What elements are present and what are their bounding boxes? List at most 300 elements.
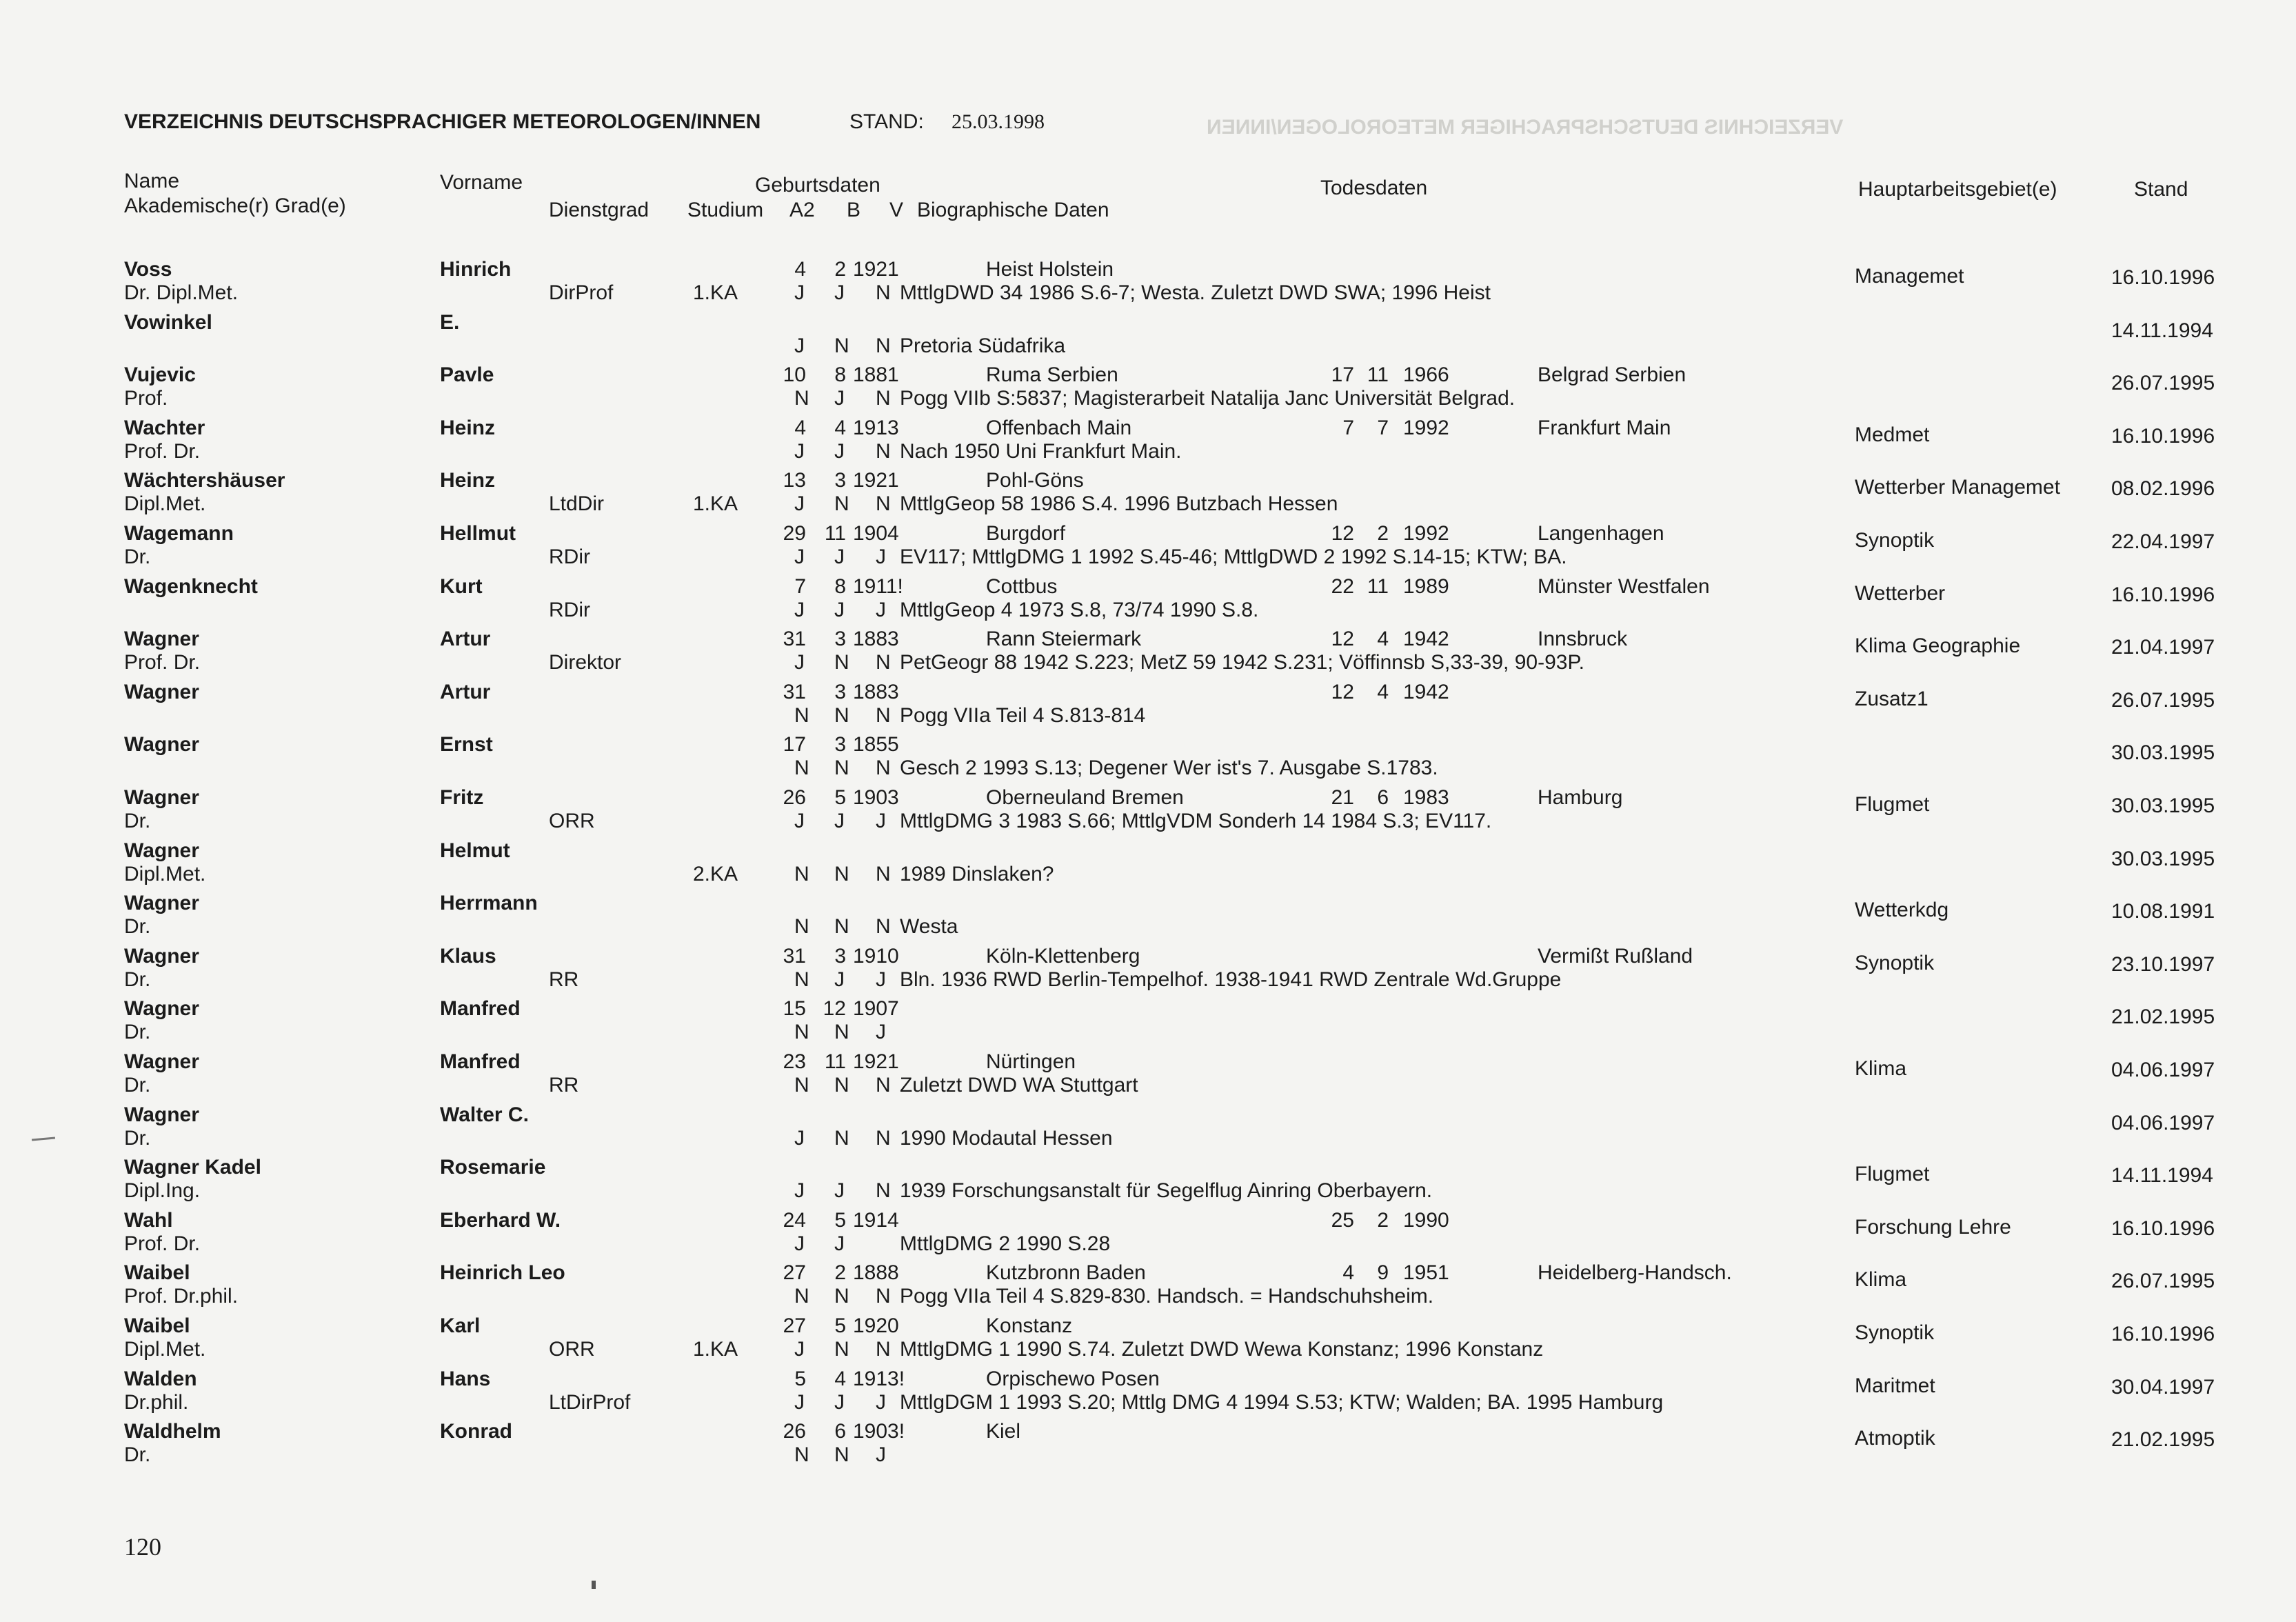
cell-bday: 13 (783, 469, 806, 492)
cell-dday: 17 (1331, 363, 1354, 387)
cell-bplace: Ruma Serbien (986, 363, 1118, 387)
cell-b: J (834, 1390, 845, 1414)
stand-label: STAND: (849, 110, 924, 133)
cell-dyr: 1990 (1403, 1208, 1449, 1232)
cell-b: J (834, 281, 845, 304)
cell-stand: 14.11.1994 (2111, 319, 2213, 342)
cell-dyr: 1951 (1403, 1261, 1449, 1285)
cell-dday: 12 (1331, 522, 1354, 545)
cell-stand: 26.07.1995 (2111, 1270, 2215, 1293)
cell-dday: 12 (1331, 628, 1354, 651)
cell-name: Walden (124, 1367, 197, 1390)
cell-dday: 22 (1331, 574, 1354, 598)
cell-name: Wächtershäuser (124, 469, 285, 492)
cell-a2: N (794, 1443, 809, 1467)
cell-dienst: RDir (549, 598, 590, 621)
cell-bmon: 5 (834, 1314, 846, 1337)
cell-bplace: Orpischewo Posen (986, 1367, 1160, 1390)
cell-bio: MttlgGeop 4 1973 S.8, 73/74 1990 S.8. (900, 598, 1259, 621)
cell-byr: 1907 (853, 997, 899, 1021)
cell-name: Wagner (124, 1103, 199, 1126)
cell-a2: N (794, 387, 809, 410)
cell-haupt: Wetterber Managemet (1855, 476, 2060, 499)
cell-dienst: RR (549, 1074, 579, 1097)
cell-vorname: Heinrich Leo (440, 1261, 565, 1285)
cell-grad: Dipl.Met. (124, 1338, 206, 1361)
cell-bplace: Rann Steiermark (986, 628, 1142, 651)
cell-byr: 1903 (853, 786, 899, 809)
cell-bmon: 2 (834, 1261, 846, 1285)
cell-v: N (876, 1074, 891, 1097)
cell-stand: 16.10.1996 (2111, 266, 2215, 289)
cell-dyr: 1942 (1403, 680, 1449, 703)
cell-bmon: 3 (834, 469, 846, 492)
table-row (0, 522, 2296, 574)
table-row (0, 363, 2296, 416)
cell-stand: 26.07.1995 (2111, 688, 2215, 712)
cell-bmon: 4 (834, 416, 846, 439)
cell-dyr: 1989 (1403, 574, 1449, 598)
cell-bio: EV117; MttlgDMG 1 1992 S.45-46; MttlgDWD 2 1992 S.14-15; KTW; BA. (900, 545, 1567, 568)
cell-vorname: Karl (440, 1314, 481, 1337)
header-todesdaten: Todesdaten (1320, 177, 1428, 199)
cell-a2: N (794, 1285, 809, 1308)
cell-bday: 4 (794, 416, 806, 439)
cell-byr: 1883 (853, 680, 899, 703)
table-row (0, 1368, 2296, 1420)
cell-vorname: Walter C. (440, 1103, 529, 1126)
header-haupt: Hauptarbeitsgebiet(e) (1858, 178, 2057, 201)
cell-byr: 1920 (853, 1314, 899, 1337)
cell-vorname: Pavle (440, 363, 494, 387)
cell-dmon: 11 (1367, 363, 1389, 387)
cell-a2: J (794, 281, 805, 304)
cell-vorname: Artur (440, 628, 491, 651)
cell-bmon: 11 (824, 522, 846, 545)
cell-bday: 4 (794, 258, 806, 281)
cell-v: J (876, 598, 886, 621)
cell-a2: J (794, 1126, 805, 1150)
cell-v: J (876, 810, 886, 832)
header-geburtsdaten: Geburtsdaten (755, 174, 880, 197)
cell-bplace: Heist Holstein (986, 258, 1114, 281)
table-row (0, 945, 2296, 997)
cell-haupt: Zusatz1 (1855, 687, 1929, 710)
cell-stand: 16.10.1996 (2111, 1216, 2215, 1240)
cell-haupt: Managemet (1855, 265, 1964, 288)
cell-haupt: Wetterkdg (1855, 899, 1949, 922)
cell-vorname: Hellmut (440, 522, 516, 545)
cell-bday: 23 (783, 1050, 806, 1073)
cell-vorname: Manfred (440, 1050, 521, 1073)
cell-a2: N (794, 968, 809, 991)
cell-grad: Dr. (124, 968, 151, 991)
cell-vorname: Ernst (440, 733, 493, 757)
cell-dplace: Frankfurt Main (1538, 416, 1671, 439)
cell-dplace: Langenhagen (1538, 522, 1664, 545)
cell-dplace: Innsbruck (1538, 628, 1628, 651)
cell-byr: 1855 (853, 733, 899, 757)
cell-stand: 16.10.1996 (2111, 424, 2215, 448)
cell-byr: 1904 (853, 522, 899, 545)
cell-name: Waibel (124, 1261, 190, 1285)
cell-vorname: Herrmann (440, 892, 538, 915)
cell-name: Wagner (124, 628, 199, 651)
cell-name: Wahl (124, 1208, 173, 1232)
cell-name: Wagemann (124, 522, 234, 545)
cell-haupt: Atmoptik (1855, 1427, 1935, 1450)
cell-bmon: 5 (834, 786, 846, 809)
cell-bio: Westa (900, 915, 958, 939)
cell-byr: 1911! (853, 574, 903, 598)
cell-dienst: LtDirProf (549, 1390, 631, 1414)
cell-dienst: DirProf (549, 281, 614, 304)
cell-haupt: Synoptik (1855, 529, 1935, 552)
table-row (0, 892, 2296, 944)
cell-stand: 04.06.1997 (2111, 1111, 2215, 1134)
cell-name: Vujevic (124, 363, 196, 387)
cell-stand: 21.02.1995 (2111, 1005, 2215, 1029)
cell-bmon: 3 (834, 944, 846, 968)
header-b: B (847, 199, 861, 221)
table-row (0, 1050, 2296, 1103)
cell-bplace: Kutzbronn Baden (986, 1261, 1146, 1285)
table-row (0, 786, 2296, 839)
cell-bmon: 12 (823, 997, 846, 1021)
cell-vorname: Kurt (440, 574, 483, 598)
cell-stud: 1.KA (693, 281, 738, 304)
cell-dplace: Münster Westfalen (1538, 574, 1710, 598)
cell-stud: 2.KA (693, 862, 738, 885)
cell-dmon: 6 (1377, 786, 1389, 809)
table-row (0, 1103, 2296, 1156)
cell-grad: Prof. Dr. (124, 651, 201, 674)
cell-bday: 31 (783, 628, 806, 651)
cell-a2: J (794, 492, 805, 516)
cell-vorname: Hans (440, 1367, 491, 1390)
cell-vorname: Hinrich (440, 258, 512, 281)
cell-grad: Dr. (124, 915, 151, 939)
cell-dmon: 2 (1377, 522, 1389, 545)
cell-v: N (876, 492, 891, 516)
cell-grad: Prof. Dr. (124, 1232, 201, 1255)
cell-stand: 26.07.1995 (2111, 372, 2215, 395)
cell-a2: J (794, 1338, 805, 1361)
cell-a2: J (794, 334, 805, 357)
cell-b: N (834, 862, 849, 885)
cell-v: N (876, 1338, 891, 1361)
header-dienstgrad: Dienstgrad (549, 199, 649, 221)
cell-bio: Pogg VIIb S:5837; Magisterarbeit Natalija Janc Universität Belgrad. (900, 387, 1515, 410)
cell-bday: 17 (783, 733, 806, 757)
cell-vorname: Heinz (440, 469, 496, 492)
cell-a2: N (794, 915, 809, 939)
table-row (0, 1156, 2296, 1208)
cell-stud: 1.KA (693, 1338, 738, 1361)
cell-stand: 08.02.1996 (2111, 477, 2215, 501)
cell-haupt: Klima Geographie (1855, 634, 2021, 658)
cell-bday: 31 (783, 944, 806, 968)
cell-dyr: 1992 (1403, 416, 1449, 439)
header-studium: Studium (687, 199, 764, 221)
table-row (0, 258, 2296, 310)
header-a2: A2 (789, 199, 815, 221)
cell-bplace: Kiel (986, 1420, 1021, 1443)
cell-bio: Gesch 2 1993 S.13; Degener Wer ist's 7. Ausgabe S.1783. (900, 757, 1438, 780)
cell-vorname: E. (440, 310, 460, 334)
table-row (0, 469, 2296, 521)
cell-dplace: Heidelberg-Handsch. (1538, 1261, 1732, 1285)
cell-dplace: Belgrad Serbien (1538, 363, 1686, 387)
cell-v: J (876, 1021, 886, 1044)
cell-bio: Pogg VIIa Teil 4 S.813-814 (900, 703, 1146, 727)
cell-b: J (834, 387, 845, 410)
cell-bday: 24 (783, 1208, 806, 1232)
cell-grad: Prof. (124, 387, 168, 410)
cell-dday: 7 (1342, 416, 1354, 439)
cell-haupt: Forschung Lehre (1855, 1215, 2011, 1239)
cell-dday: 25 (1331, 1208, 1354, 1232)
cell-bplace: Konstanz (986, 1314, 1073, 1337)
table-row (0, 1314, 2296, 1367)
cell-bio: MttlgDMG 3 1983 S.66; MttlgVDM Sonderh 14 1984 S.3; EV117. (900, 810, 1492, 832)
cell-stand: 21.04.1997 (2111, 636, 2215, 659)
cell-byr: 1913! (853, 1367, 905, 1390)
cell-dienst: RR (549, 968, 579, 991)
cell-bmon: 8 (834, 363, 846, 387)
table-row (0, 311, 2296, 363)
cell-name: Waldhelm (124, 1420, 221, 1443)
cell-haupt: Synoptik (1855, 1321, 1935, 1344)
cell-name: Wagenknecht (124, 574, 258, 598)
cell-bio: PetGeogr 88 1942 S.223; MetZ 59 1942 S.231; Vöffinnsb S,33-39, 90-93P. (900, 651, 1584, 674)
cell-bplace: Nürtingen (986, 1050, 1076, 1073)
table-row (0, 628, 2296, 680)
cell-b: N (834, 703, 849, 727)
cell-bio: MttlgDMG 2 1990 S.28 (900, 1232, 1111, 1255)
cell-a2: J (794, 1232, 805, 1255)
cell-vorname: Manfred (440, 997, 521, 1021)
cell-bday: 10 (783, 363, 806, 387)
cell-dmon: 7 (1377, 416, 1389, 439)
cell-name: Vowinkel (124, 310, 212, 334)
table-row (0, 1261, 2296, 1314)
page-number: 120 (124, 1533, 161, 1561)
cell-bio: Bln. 1936 RWD Berlin-Tempelhof. 1938-1941 RWD Zentrale Wd.Gruppe (900, 968, 1562, 991)
cell-bday: 5 (794, 1367, 806, 1390)
table-row (0, 997, 2296, 1050)
cell-v: N (876, 1126, 891, 1150)
cell-dyr: 1942 (1403, 628, 1449, 651)
cell-bio: Zuletzt DWD WA Stuttgart (900, 1074, 1138, 1097)
cell-b: N (834, 1126, 849, 1150)
cell-name: Wagner (124, 786, 199, 809)
cell-haupt: Flugmet (1855, 793, 1930, 816)
cell-byr: 1883 (853, 628, 899, 651)
cell-bio: 1939 Forschungsanstalt für Segelflug Ainring Oberbayern. (900, 1179, 1433, 1203)
cell-bplace: Burgdorf (986, 522, 1066, 545)
cell-a2: N (794, 1074, 809, 1097)
cell-stand: 30.03.1995 (2111, 847, 2215, 870)
cell-dmon: 11 (1367, 574, 1389, 598)
table-row (0, 1420, 2296, 1472)
cell-b: N (834, 915, 849, 939)
cell-haupt: Synoptik (1855, 951, 1935, 974)
cell-stand: 21.02.1995 (2111, 1428, 2215, 1452)
cell-name: Wagner (124, 1050, 199, 1073)
cell-dyr: 1983 (1403, 786, 1449, 809)
cell-stand: 30.04.1997 (2111, 1375, 2215, 1399)
header-name: Name (124, 170, 180, 192)
cell-grad: Dr. Dipl.Met. (124, 281, 239, 304)
cell-byr: 1921 (853, 469, 899, 492)
cell-haupt: Klima (1855, 1057, 1907, 1080)
cell-dienst: RDir (549, 545, 590, 568)
cell-stand: 22.04.1997 (2111, 530, 2215, 553)
cell-bday: 31 (783, 680, 806, 703)
cell-bio: 1989 Dinslaken? (900, 862, 1054, 885)
header-stand: Stand (2134, 178, 2188, 201)
cell-a2: J (794, 810, 805, 832)
cell-grad: Prof. Dr. (124, 439, 201, 463)
cell-bday: 29 (783, 522, 806, 545)
cell-v: N (876, 387, 891, 410)
cell-b: J (834, 968, 845, 991)
table-row (0, 681, 2296, 733)
cell-grad: Dr. (124, 1074, 151, 1097)
cell-vorname: Artur (440, 680, 491, 703)
cell-name: Wagner (124, 839, 199, 862)
cell-name: Wagner (124, 680, 199, 703)
cell-haupt: Wetterber (1855, 581, 1946, 605)
cell-b: N (834, 1443, 849, 1467)
cell-dmon: 4 (1377, 628, 1389, 651)
cell-vorname: Helmut (440, 839, 510, 862)
cell-v: J (876, 968, 886, 991)
cell-stand: 14.11.1994 (2111, 1164, 2213, 1188)
cell-a2: J (794, 598, 805, 621)
cell-name: Wagner (124, 733, 199, 757)
cell-bmon: 3 (834, 628, 846, 651)
cell-dday: 4 (1342, 1261, 1354, 1285)
cell-bplace: Pohl-Göns (986, 469, 1084, 492)
cell-bday: 27 (783, 1314, 806, 1337)
cell-stand: 30.03.1995 (2111, 741, 2215, 765)
cell-bmon: 4 (834, 1367, 846, 1390)
cell-stand: 04.06.1997 (2111, 1059, 2215, 1081)
cell-bio: MttlgDMG 1 1990 S.74. Zuletzt DWD Wewa Konstanz; 1996 Konstanz (900, 1338, 1544, 1361)
cell-grad: Dipl.Met. (124, 862, 206, 885)
cell-name: Wagner (124, 944, 199, 968)
cell-b: N (834, 651, 849, 674)
cell-haupt: Klima (1855, 1268, 1907, 1292)
cell-byr: 1881 (853, 363, 899, 387)
cell-v: N (876, 281, 891, 304)
bleed-through-text: VERZEICHNIS DEUTSCHSPRACHIGER METEOROLOGEN/INNEN (1207, 116, 1844, 139)
cell-b: J (834, 1179, 845, 1203)
cell-byr: 1921 (853, 258, 899, 281)
cell-a2: J (794, 651, 805, 674)
cell-haupt: Flugmet (1855, 1163, 1930, 1186)
cell-dmon: 9 (1377, 1261, 1389, 1285)
cell-vorname: Heinz (440, 416, 496, 439)
cell-b: J (834, 810, 845, 832)
table-row (0, 575, 2296, 628)
cell-v: N (876, 703, 891, 727)
cell-b: N (834, 492, 849, 516)
cell-bio: Pretoria Südafrika (900, 334, 1066, 357)
cell-bmon: 5 (834, 1208, 846, 1232)
cell-b: N (834, 757, 849, 780)
cell-dyr: 1966 (1403, 363, 1449, 387)
cell-grad: Dipl.Ing. (124, 1179, 201, 1203)
cell-dday: 21 (1331, 786, 1354, 809)
cell-bday: 26 (783, 786, 806, 809)
cell-bmon: 8 (834, 574, 846, 598)
cell-stand: 16.10.1996 (2111, 583, 2215, 606)
cell-bio: Nach 1950 Uni Frankfurt Main. (900, 439, 1182, 463)
cell-stand: 23.10.1997 (2111, 952, 2215, 976)
cell-grad: Dipl.Met. (124, 492, 206, 516)
document-title: VERZEICHNIS DEUTSCHSPRACHIGER METEOROLOGEN/INNEN (124, 110, 761, 133)
cell-v: N (876, 651, 891, 674)
cell-haupt: Maritmet (1855, 1374, 1935, 1397)
cell-a2: J (794, 1390, 805, 1414)
cell-vorname: Klaus (440, 944, 496, 968)
cell-haupt: Medmet (1855, 423, 1930, 446)
cell-dday: 12 (1331, 680, 1354, 703)
cell-a2: J (794, 545, 805, 568)
header-v: V (889, 199, 904, 221)
cell-name: Wagner (124, 997, 199, 1021)
cell-byr: 1921 (853, 1050, 899, 1073)
cell-vorname: Fritz (440, 786, 484, 809)
header-grad: Akademische(r) Grad(e) (124, 194, 346, 217)
cell-name: Waibel (124, 1314, 190, 1337)
cell-byr: 1910 (853, 944, 899, 968)
cell-bday: 27 (783, 1261, 806, 1285)
cell-stand: 16.10.1996 (2111, 1323, 2215, 1345)
cell-a2: N (794, 862, 809, 885)
cell-bplace: Offenbach Main (986, 416, 1132, 439)
cell-b: J (834, 1232, 845, 1255)
cell-name: Wachter (124, 416, 205, 439)
cell-grad: Prof. Dr.phil. (124, 1285, 239, 1308)
table-row (0, 1209, 2296, 1261)
cell-a2: N (794, 1021, 809, 1044)
cell-bday: 7 (794, 574, 806, 598)
cell-stand: 30.03.1995 (2111, 794, 2215, 817)
cell-dienst: Direktor (549, 651, 622, 674)
header-bio: Biographische Daten (917, 199, 1109, 221)
cell-bio: 1990 Modautal Hessen (900, 1126, 1113, 1150)
cell-dienst: ORR (549, 1338, 595, 1361)
cell-byr: 1914 (853, 1208, 899, 1232)
cell-grad: Dr. (124, 1021, 151, 1044)
cell-vorname: Konrad (440, 1420, 512, 1443)
cell-grad: Dr. (124, 545, 151, 568)
cell-bmon: 3 (834, 733, 846, 757)
cell-a2: N (794, 757, 809, 780)
cell-v: N (876, 439, 891, 463)
cell-dmon: 2 (1377, 1208, 1389, 1232)
cell-bio: Pogg VIIa Teil 4 S.829-830. Handsch. = Handschuhsheim. (900, 1285, 1434, 1308)
cell-b: J (834, 598, 845, 621)
scan-mark (592, 1581, 596, 1589)
cell-bday: 15 (783, 997, 806, 1021)
cell-name: Wagner Kadel (124, 1156, 261, 1179)
cell-v: J (876, 545, 886, 568)
